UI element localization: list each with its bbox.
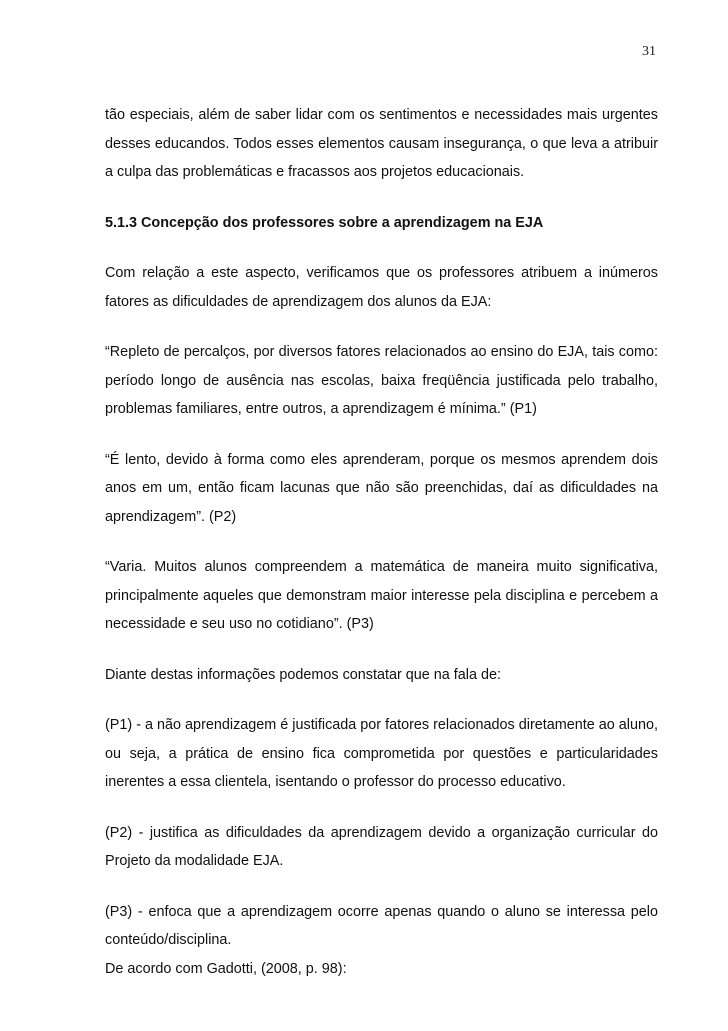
paragraph-gadotti: De acordo com Gadotti, (2008, p. 98): [105, 960, 347, 977]
page-number: 31 [642, 44, 656, 59]
quote-p1: “Repleto de percalços, por diversos fatores relacionados ao ensino do EJA, tais como: período longo de ausência nas escolas, baixa freqüência justificada pelo trabalho, problemas familiares, entre outros, a aprendizagem é mínima.” (P1) [105, 344, 658, 417]
quote-p3: “Varia. Muitos alunos compreendem a matemática de maneira muito significativa, principalmente aqueles que demonstram maior interesse pela disciplina e percebem a necessidade e seu uso no cotidiano”. (P3) [105, 559, 658, 632]
analysis-p3: (P3) - enfoca que a aprendizagem ocorre apenas quando o aluno se interessa pelo conteúdo/disciplina. [105, 903, 658, 948]
document-body [105, 101, 658, 983]
paragraph-diante: Diante destas informações podemos constatar que na fala de: [105, 666, 501, 683]
section-heading: 5.1.3 Concepção dos professores sobre a aprendizagem na EJA [105, 214, 544, 231]
analysis-p2: (P2) - justifica as dificuldades da aprendizagem devido a organização curricular do Projeto da modalidade EJA. [105, 824, 658, 869]
quote-p2: “É lento, devido à forma como eles aprenderam, porque os mesmos aprendem dois anos em um, então ficam lacunas que não são preenchidas, daí as dificuldades na aprendizagem”. (P2) [105, 451, 658, 525]
paragraph-aspect: Com relação a este aspecto, verificamos que os professores atribuem a inúmeros fatores as dificuldades de aprendizagem dos alunos da EJA: [105, 265, 658, 310]
paragraph-intro: tão especiais, além de saber lidar com os sentimentos e necessidades mais urgentes desses educandos. Todos esses elementos causam insegurança, o que leva a atribuir a culpa das problemáticas e fracassos aos projetos educacionais. [105, 107, 658, 180]
analysis-p1: (P1) - a não aprendizagem é justificada por fatores relacionados diretamente ao aluno, ou seja, a prática de ensino fica comprometida por questões e particularidades inerentes a essa clientela, isentando o professor do processo educativo. [105, 717, 658, 790]
